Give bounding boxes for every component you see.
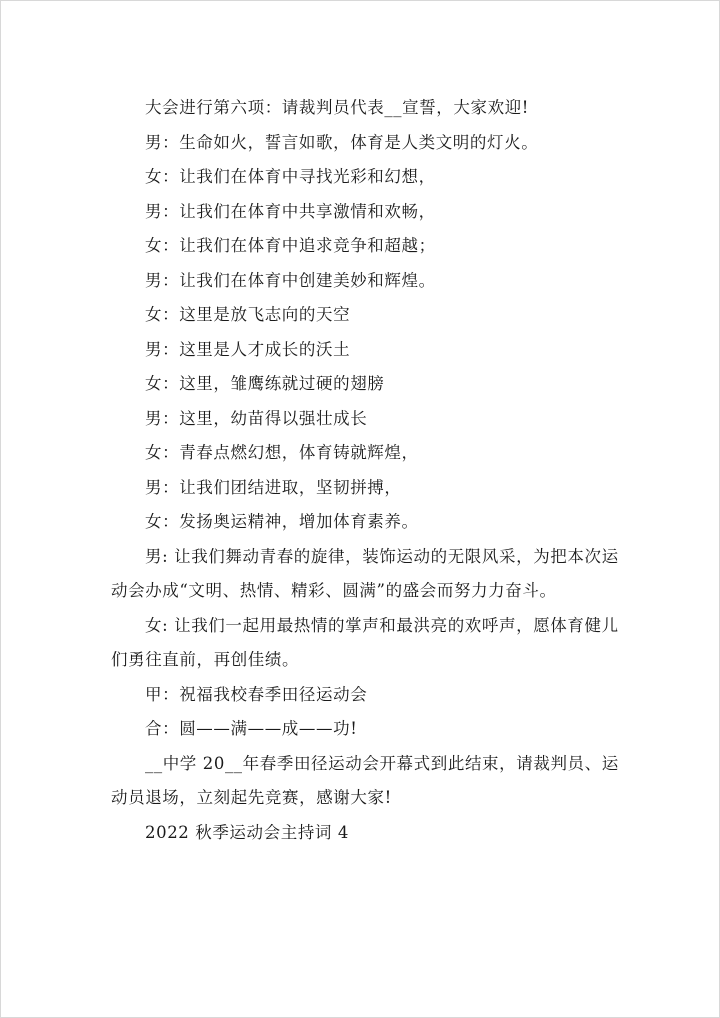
paragraph-line: 女：这里是放飞志向的天空: [145, 305, 351, 324]
paragraph-line: 男：让我们团结进取，坚韧拼搏，: [145, 477, 402, 497]
paragraph-line: 女：这里，雏鹰练就过硬的翅膀: [145, 374, 385, 393]
paragraph-line: 男：生命如火，誓言如歌，体育是人类文明的灯火。: [145, 132, 539, 152]
document-body: [111, 91, 621, 850]
paragraph-line: 女：青春点燃幻想，体育铸就辉煌，: [145, 443, 419, 462]
paragraph-line: 合：圆——满——成——功!: [145, 719, 358, 738]
paragraph-multiline: 女: 让我们一起用最热情的掌声和最洪亮的欢呼声，愿体育健儿们勇往直前，再创佳绩。: [111, 615, 619, 669]
paragraph-line: 甲：祝福我校春季田径运动会: [145, 684, 368, 704]
paragraph-line: 男：这里是人才成长的沃土: [145, 339, 351, 359]
paragraph-line: 女：让我们在体育中追求竞争和超越；: [145, 236, 436, 255]
section-heading: 2022 秋季运动会主持词 4: [145, 822, 349, 842]
paragraph-closing: __中学 20__年春季田径运动会开幕式到此结束，请裁判员、运动员退场，立刻起先竞赛，感谢大家!: [111, 753, 619, 807]
paragraph-line: 男：让我们在体育中创建美妙和辉煌。: [145, 270, 436, 290]
paragraph-line: 男：这里，幼苗得以强壮成长: [145, 408, 368, 428]
paragraph-line: 女：发扬奥运精神，增加体育素养。: [145, 512, 419, 531]
paragraph-line: 男：让我们在体育中共享激情和欢畅，: [145, 201, 436, 221]
paragraph-multiline: 男: 让我们舞动青春的旋律，装饰运动的无限风采，为把本次运动会办成“文明、热情、精彩、圆满”的盛会而努力力奋斗。: [111, 546, 619, 600]
paragraph-line: 女：让我们在体育中寻找光彩和幻想，: [145, 167, 436, 186]
paragraph-oath-intro: 大会进行第六项：请裁判员代表__宣誓，大家欢迎!: [145, 98, 530, 117]
